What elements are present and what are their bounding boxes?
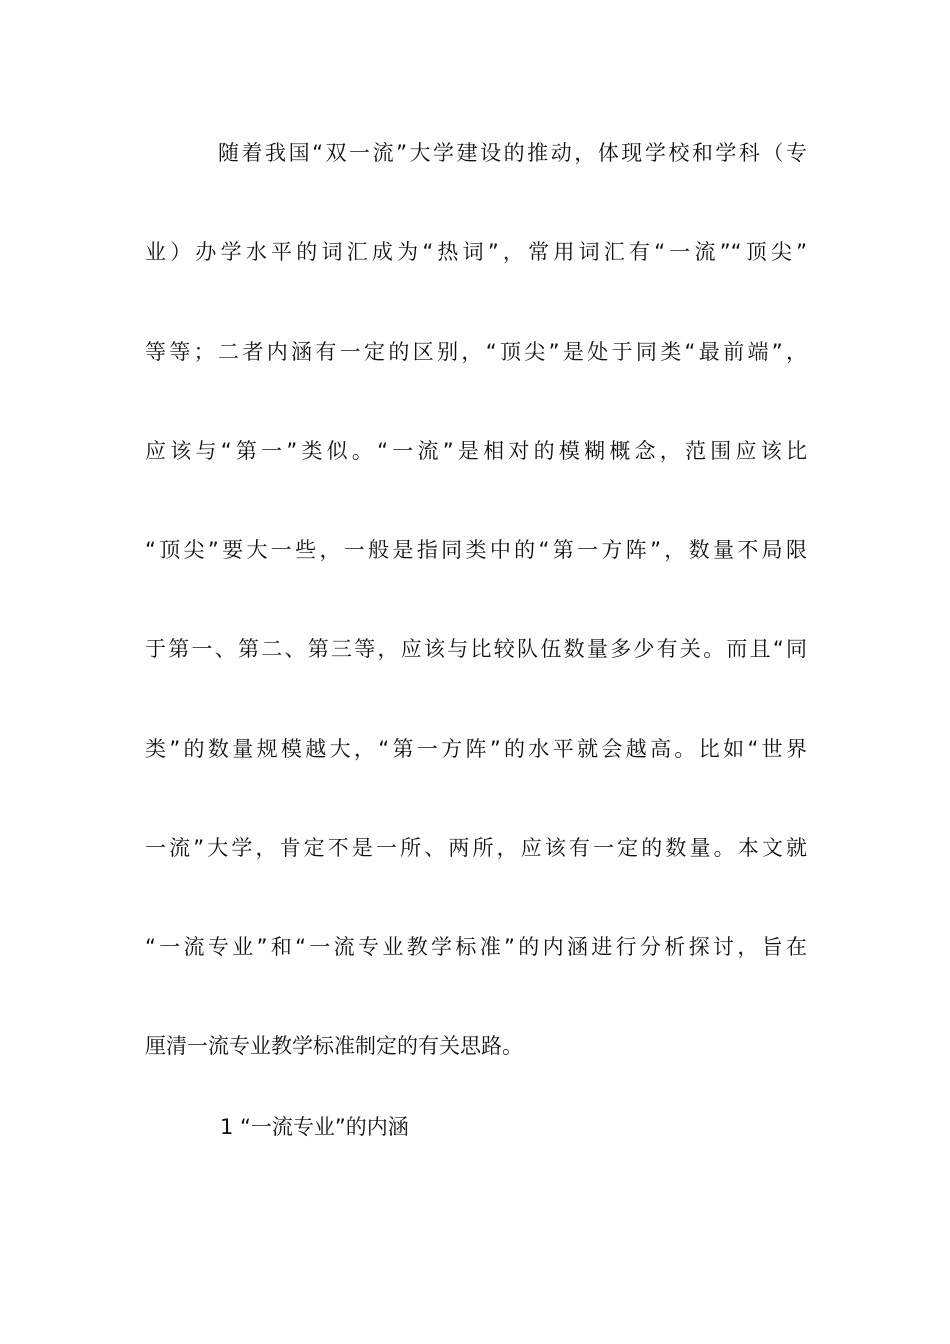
paragraph-line-5: “顶尖”要大一些，一般是指同类中的“第一方阵”，数量不局限 bbox=[145, 538, 807, 562]
paragraph-line-9: “一流专业”和“一流专业教学标准”的内涵进行分析探讨，旨在 bbox=[145, 935, 807, 959]
paragraph-line-10: 厘清一流专业教学标准制定的有关思路。 bbox=[145, 1034, 523, 1058]
paragraph-line-6: 于第一、第二、第三等，应该与比较队伍数量多少有关。而且“同 bbox=[145, 637, 807, 661]
section-heading: 1 “一流专业”的内涵 bbox=[220, 1115, 409, 1139]
paragraph-line-7: 类”的数量规模越大，“第一方阵”的水平就会越高。比如“世界 bbox=[145, 737, 807, 761]
paragraph-line-1: 随着我国“双一流”大学建设的推动，体现学校和学科（专 bbox=[218, 141, 807, 165]
paragraph-line-4: 应该与“第一”类似。“一流”是相对的模糊概念，范围应该比 bbox=[145, 439, 807, 463]
paragraph-line-2: 业）办学水平的词汇成为“热词”，常用词汇有“一流”“顶尖” bbox=[145, 240, 807, 264]
paragraph-line-3: 等等；二者内涵有一定的区别，“顶尖”是处于同类“最前端”， bbox=[145, 340, 807, 364]
paragraph-line-8: 一流”大学，肯定不是一所、两所，应该有一定的数量。本文就 bbox=[145, 836, 807, 860]
